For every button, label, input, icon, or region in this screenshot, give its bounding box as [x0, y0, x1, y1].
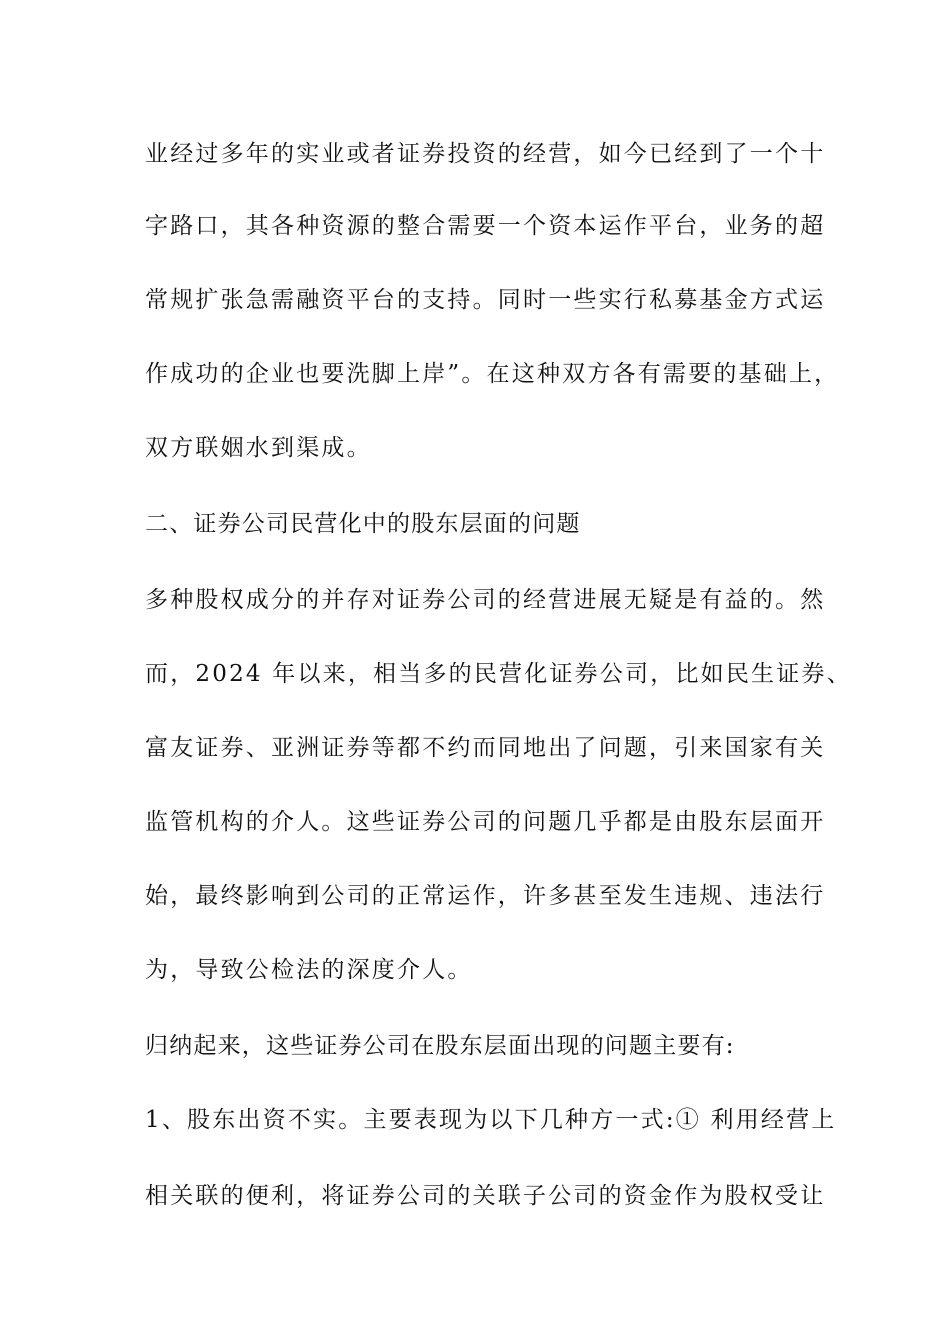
paragraph-1-line-3: 常规扩张急需融资平台的支持。同时一些实行私募基金方式运 — [145, 287, 826, 313]
paragraph-2-line-2: 而，2024 年以来，相当多的民营化证券公司，比如民生证券、 — [145, 661, 852, 687]
paragraph-2-line-3: 富友证券、亚洲证券等都不约而同地出了问题，引来国家有关 — [145, 735, 826, 761]
paragraph-4-line-2: 相关联的便利，将证券公司的关联子公司的资金作为股权受让 — [145, 1183, 826, 1209]
paragraph-1-line-4: 作成功的企业也要洗脚上岸”。在这种双方各有需要的基础上， — [145, 361, 840, 387]
paragraph-3: 归纳起来，这些证券公司在股东层面出现的问题主要有: — [145, 1033, 735, 1059]
paragraph-1-line-2: 字路口，其各种资源的整合需要一个资本运作平台，业务的超 — [145, 213, 826, 239]
paragraph-2-line-1: 多种股权成分的并存对证券公司的经营进展无疑是有益的。然 — [145, 587, 826, 613]
paragraph-4-line-1: 1、股东出资不实。主要表现为以下几种方一式:① 利用经营上 — [145, 1107, 837, 1133]
paragraph-1-line-5: 双方联姻水到渠成。 — [145, 435, 372, 461]
paragraph-1-line-1: 业经过多年的实业或者证券投资的经营，如今已经到了一个十 — [145, 141, 826, 167]
section-heading: 二、证券公司民营化中的股东层面的问题 — [145, 511, 581, 537]
paragraph-2-line-5: 始，最终影响到公司的正常运作，许多甚至发生违规、违法行 — [145, 883, 826, 909]
paragraph-2-line-4: 监管机构的介人。这些证券公司的问题几乎都是由股东层面开 — [145, 809, 826, 835]
paragraph-2-line-6: 为，导致公检法的深度介人。 — [145, 957, 473, 983]
